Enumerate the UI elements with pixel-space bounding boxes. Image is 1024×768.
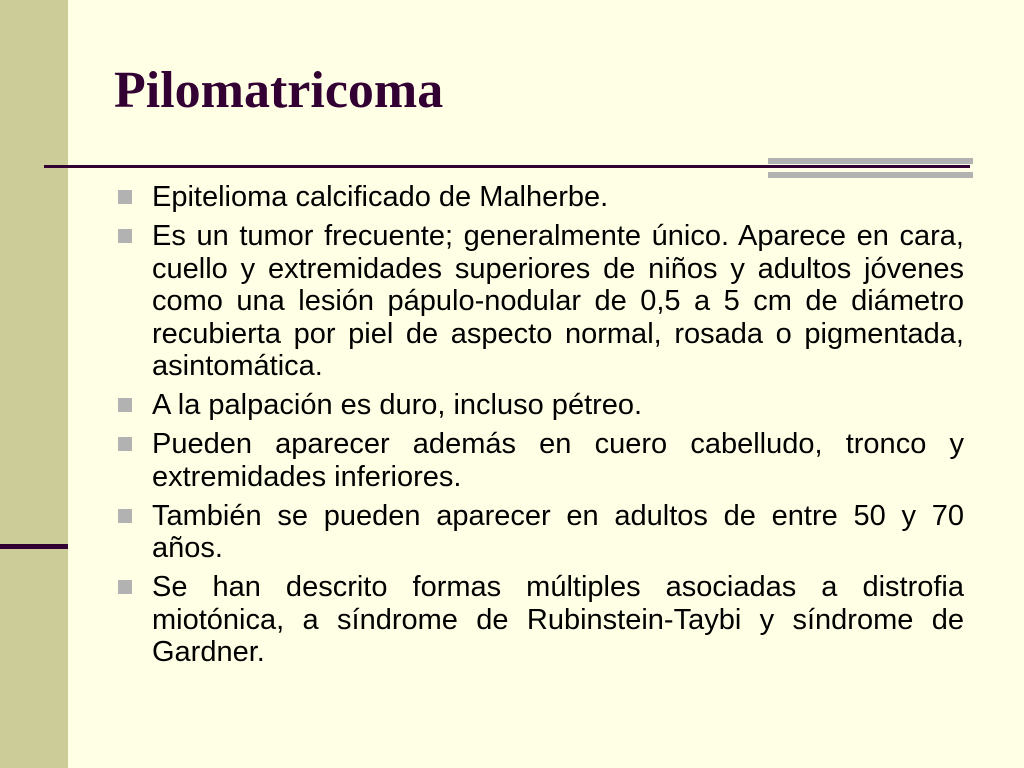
left-bar-accent-line bbox=[0, 544, 68, 549]
bullet-item bbox=[112, 428, 964, 493]
square-bullet-icon bbox=[118, 509, 132, 523]
bullet-item bbox=[112, 500, 964, 565]
square-bullet-icon bbox=[118, 229, 132, 243]
bullet-item bbox=[112, 181, 964, 214]
divider-accent-stripes bbox=[768, 158, 973, 180]
bullet-item bbox=[112, 389, 964, 422]
slide-title: Pilomatricoma bbox=[114, 62, 444, 119]
square-bullet-icon bbox=[118, 190, 132, 204]
bullet-item bbox=[112, 571, 964, 669]
bullet-list bbox=[112, 181, 964, 675]
square-bullet-icon bbox=[118, 398, 132, 412]
bullet-text: Epitelioma calcificado de Malherbe. bbox=[152, 181, 609, 213]
square-bullet-icon bbox=[118, 437, 132, 451]
bullet-text: Es un tumor frecuente; generalmente único. Aparece en cara, cuello y extremidades superiores de niños y adultos jóvenes como una lesión pápulo-nodular de 0,5 a 5 cm de diámetro recubierta por piel de aspecto normal, rosada o pigmentada, asintomática. bbox=[152, 220, 964, 382]
bullet-text: Se han descrito formas múltiples asociadas a distrofia miotónica, a síndrome de Rubinstein-Taybi y síndrome de Gardner. bbox=[152, 571, 964, 668]
accent-stripe-top bbox=[768, 158, 973, 164]
bullet-text: También se pueden aparecer en adultos de entre 50 y 70 años. bbox=[152, 499, 964, 564]
square-bullet-icon bbox=[118, 580, 132, 594]
bullet-text: A la palpación es duro, incluso pétreo. bbox=[152, 389, 643, 421]
accent-stripe-bottom bbox=[768, 172, 973, 178]
bullet-text: Pueden aparecer además en cuero cabelludo, tronco y extremidades inferiores. bbox=[152, 428, 964, 493]
bullet-item bbox=[112, 220, 964, 383]
left-sidebar-bar bbox=[0, 0, 68, 768]
